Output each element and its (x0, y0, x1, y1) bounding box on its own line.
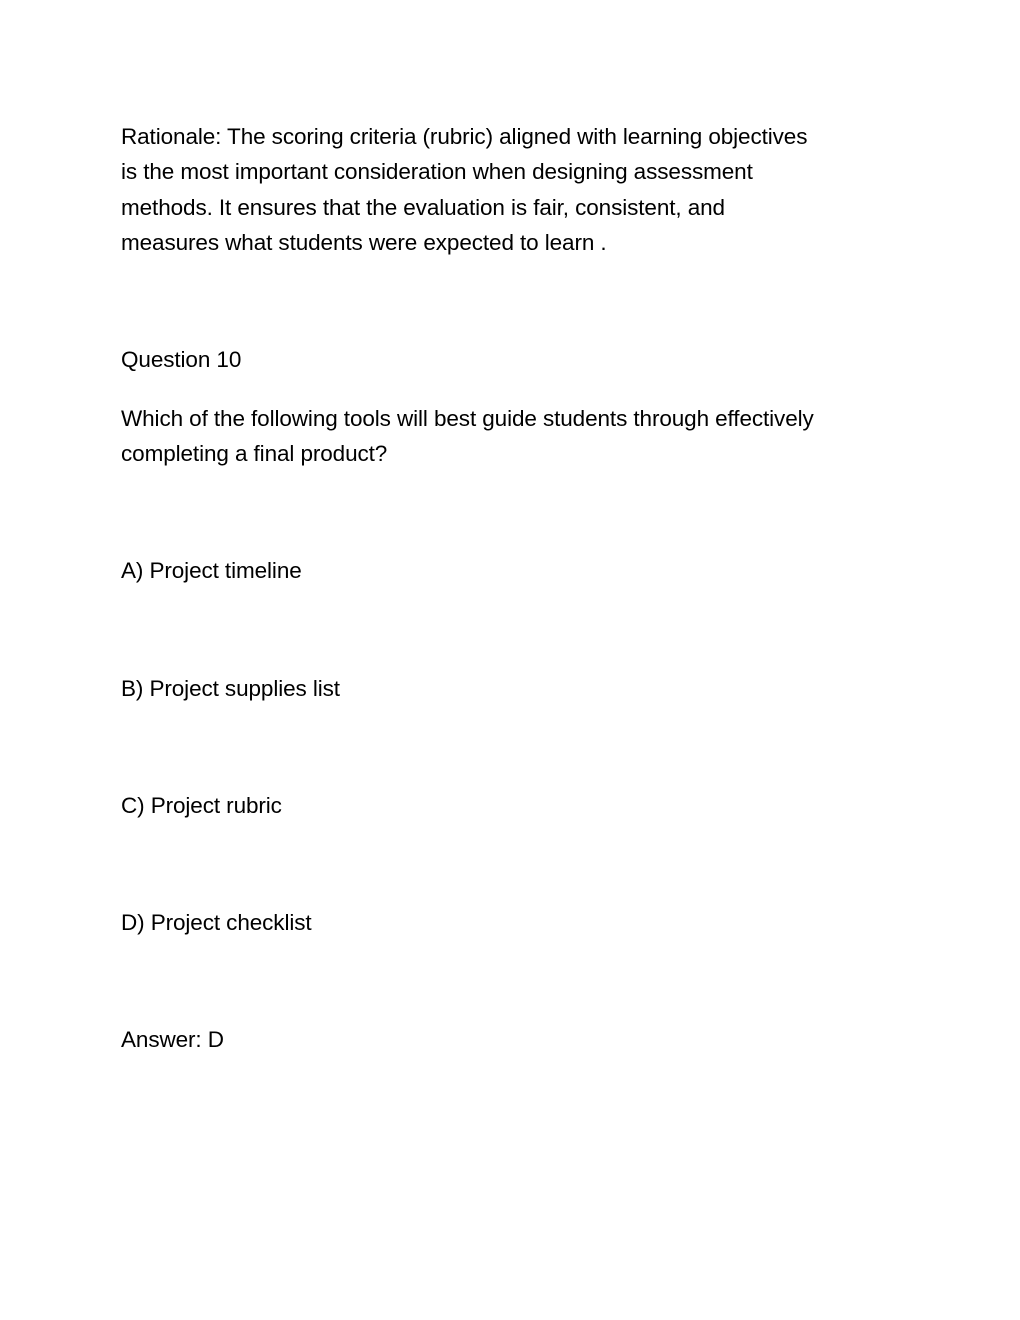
rationale-line-3: methods. It ensures that the evaluation is fair, consistent, and (121, 195, 725, 220)
rationale-line-1: Rationale: The scoring criteria (rubric) aligned with learning objectives (121, 124, 808, 149)
option-c: C) Project rubric (121, 793, 282, 818)
rationale-line-2: is the most important consideration when designing assessment (121, 159, 753, 184)
option-d: D) Project checklist (121, 910, 312, 935)
question-prompt-line-1: Which of the following tools will best guide students through effectively (121, 406, 814, 431)
question-prompt-line-2: completing a final product? (121, 441, 388, 466)
rationale-line-4: measures what students were expected to learn . (121, 230, 607, 255)
question-heading: Question 10 (121, 347, 242, 372)
option-b: B) Project supplies list (121, 676, 340, 701)
answer-line: Answer: D (121, 1027, 224, 1052)
option-a: A) Project timeline (121, 558, 302, 583)
